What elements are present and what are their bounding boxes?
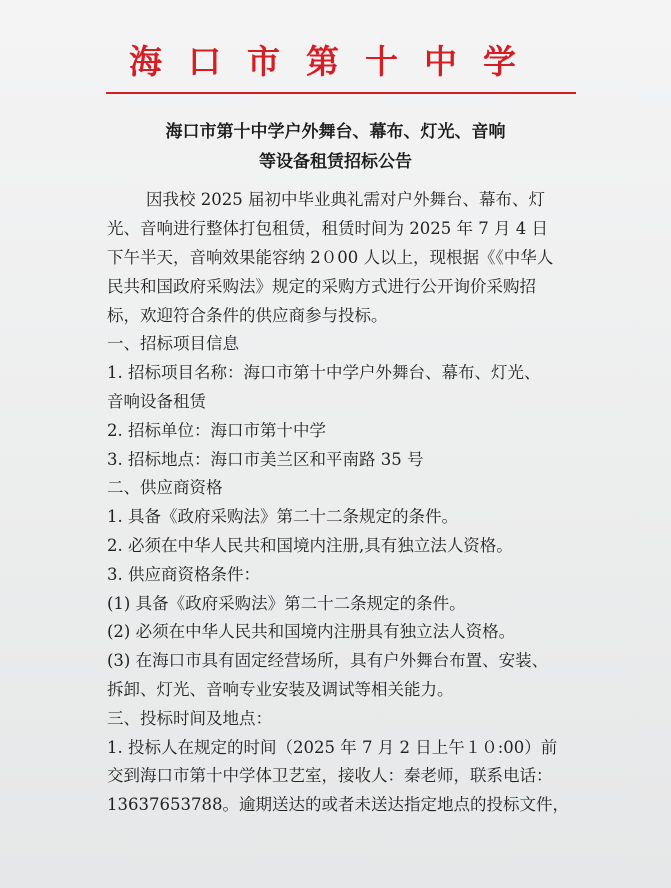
qualification-item-line: 2. 必须在中华人民共和国境内注册,具有独立法人资格。 — [107, 536, 513, 555]
intro-paragraph-line: 下午半天，音响效果能容纳 2０00 人以上，现根据《《中华人 — [107, 248, 554, 267]
notice-title-line-1: 海口市第十中学户外舞台、幕布、灯光、音响 — [165, 122, 506, 142]
qualification-subitem-line: (3) 在海口市具有固定经营场所，具有户外舞台布置、安装、 — [107, 651, 549, 670]
qualification-subitem-line: (1) 具备《政府采购法》第二十二条规定的条件。 — [107, 594, 466, 613]
intro-paragraph-line: 因我校 2025 届初中毕业典礼需对户外舞台、幕布、灯 — [146, 190, 545, 209]
letterhead-red-rule — [106, 92, 576, 94]
project-item-line: 1. 招标项目名称：海口市第十中学户外舞台、幕布、灯光、 — [107, 363, 541, 382]
qualification-subitem-line: 拆卸、灯光、音响专业安装及调试等相关能力。 — [107, 680, 454, 699]
section-heading-bid-time-place: 三、投标时间及地点： — [107, 709, 272, 728]
qualification-item-line: 3. 供应商资格条件： — [107, 565, 260, 584]
project-item-line: 3. 招标地点：海口市美兰区和平南路 35 号 — [107, 450, 424, 469]
intro-paragraph-line: 光、音响进行整体打包租赁，租赁时间为 2025 年 7 月 4 日 — [107, 219, 548, 238]
bid-time-line: 交到海口市第十中学体卫艺室，接收人：秦老师，联系电话： — [107, 766, 553, 785]
intro-paragraph-line: 标，欢迎符合条件的供应商参与投标。 — [107, 306, 388, 325]
project-item-line: 音响设备租赁 — [107, 392, 206, 411]
section-heading-project-info: 一、招标项目信息 — [107, 334, 239, 353]
intro-paragraph-line: 民共和国政府采购法》规定的采购方式进行公开询价采购招 — [107, 277, 536, 296]
qualification-item-line: 1. 具备《政府采购法》第二十二条规定的条件。 — [107, 507, 458, 526]
bid-time-line: 1. 投标人在规定的时间（2025 年 7 月 2 日上午１０:00）前 — [107, 738, 558, 757]
letterhead-school-name: 海口市第十中学 — [129, 42, 542, 81]
project-item-line: 2. 招标单位：海口市第十中学 — [107, 421, 326, 440]
section-heading-supplier-qualification: 二、供应商资格 — [107, 478, 223, 497]
qualification-subitem-line: (2) 必须在中华人民共和国境内注册具有独立法人资格。 — [107, 622, 516, 641]
bid-time-line: 13637653788。逾期送达的或者未送达指定地点的投标文件， — [107, 795, 569, 814]
notice-title-line-2: 等设备租赁招标公告 — [259, 152, 412, 172]
